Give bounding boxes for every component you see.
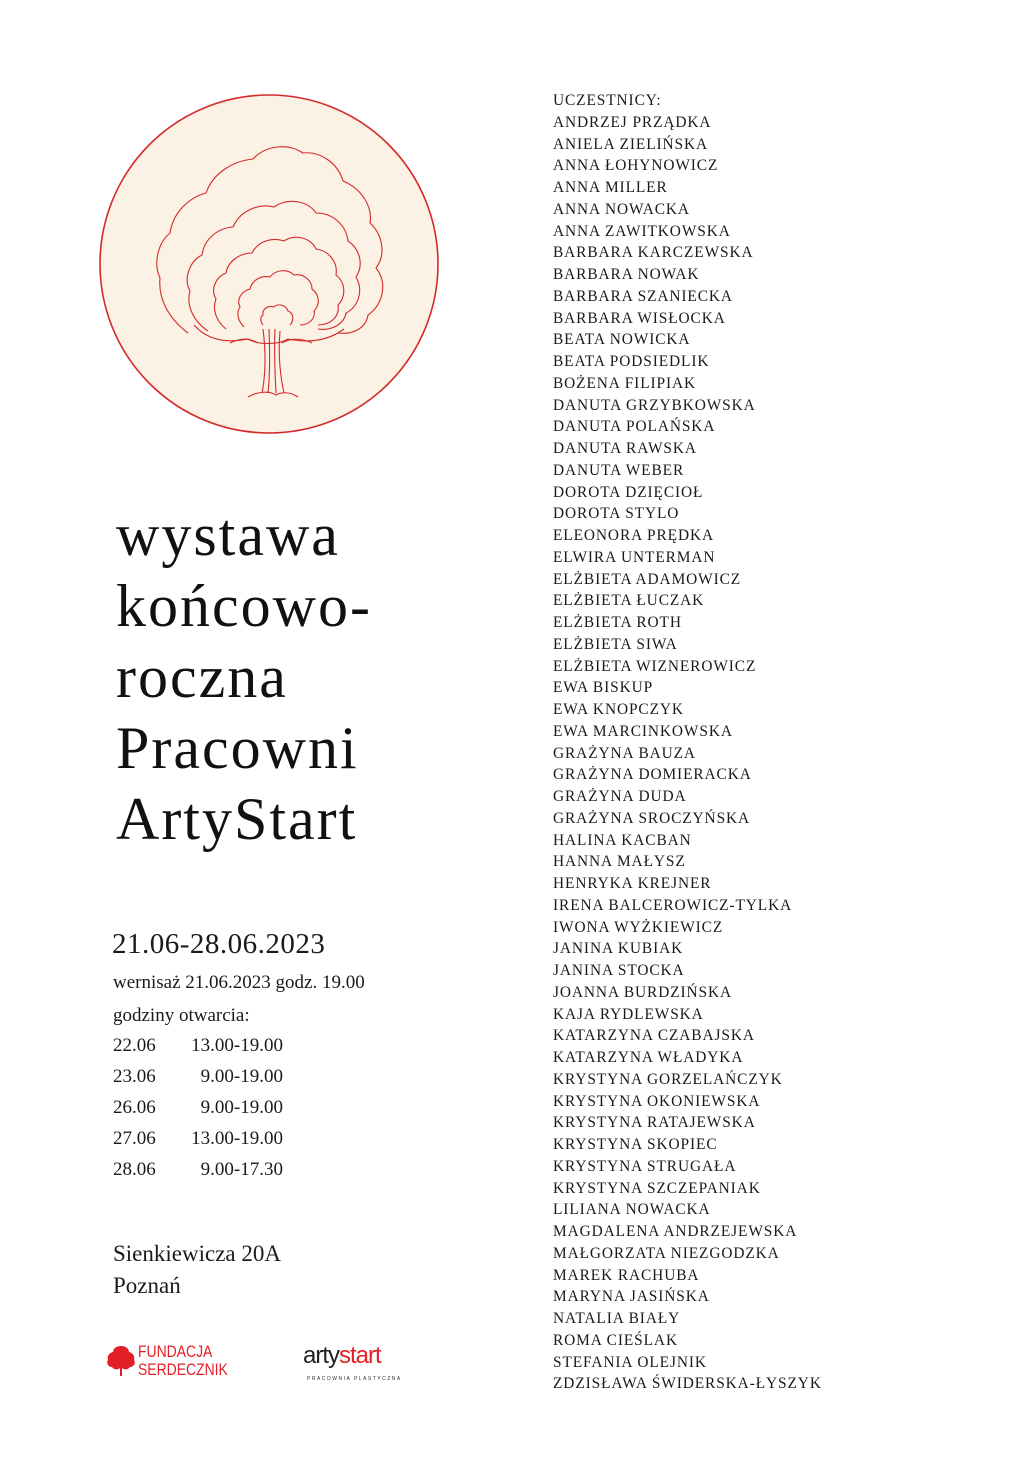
participants-heading: UCZESTNICY: (553, 92, 662, 109)
red-tree-icon (106, 1344, 136, 1378)
artystart-logo (303, 1342, 402, 1386)
participant-name: IRENA BALCEROWICZ-TYLKA (553, 896, 793, 914)
participant-name: DOROTA DZIĘCIOŁ (553, 483, 704, 501)
participant-name: ELEONORA PRĘDKA (553, 527, 714, 544)
participant-name: ELŻBIETA SIWA (553, 635, 678, 653)
participant-name: BARBARA KARCZEWSKA (553, 244, 754, 262)
start-text: start (339, 1342, 381, 1369)
participant-name: BEATA NOWICKA (553, 331, 691, 349)
participant-name: ZDZISŁAWA ŚWIDERSKA-ŁYSZYK (553, 1375, 822, 1393)
participant-name: ANNA NOWACKA (553, 200, 690, 218)
participants-list (553, 90, 822, 1395)
opening-hours-row (113, 1158, 293, 1189)
participant-name: HANNA MAŁYSZ (553, 853, 686, 871)
hours-time: 13.00-19.00 (191, 1128, 283, 1149)
title-line-5: ArtyStart (116, 786, 358, 852)
participant-name: ELŻBIETA WIZNEROWICZ (553, 657, 757, 675)
participant-name: ELWIRA UNTERMAN (553, 548, 716, 566)
participant-name: BARBARA WISŁOCKA (553, 309, 726, 327)
serdecznik-text: SERDECZNIK (138, 1360, 228, 1379)
opening-hours-label: godziny otwarcia: (113, 1005, 250, 1026)
participant-name: DOROTA STYLO (553, 505, 680, 523)
participant-name: JANINA STOCKA (553, 962, 685, 979)
participant-name: GRAŻYNA DOMIERACKA (553, 766, 752, 784)
participant-name: KRYSTYNA SKOPIEC (553, 1136, 718, 1153)
participant-name: KRYSTYNA OKONIEWSKA (553, 1092, 761, 1110)
participant-name: ELŻBIETA ŁUCZAK (553, 592, 705, 610)
participant-name: BOŻENA FILIPIAK (553, 374, 697, 392)
participant-name: KATARZYNA WŁADYKA (553, 1049, 744, 1066)
participant-name: BARBARA NOWAK (553, 266, 700, 283)
hours-day: 28.06 (113, 1159, 156, 1180)
participant-name: STEFANIA OLEJNIK (553, 1353, 707, 1371)
participant-name: JANINA KUBIAK (553, 940, 684, 958)
participant-name: KATARZYNA CZABAJSKA (553, 1027, 755, 1045)
opening-hours-row (113, 1034, 293, 1065)
fundacja-text: FUNDACJA (138, 1342, 213, 1361)
participant-name: EWA KNOPCZYK (553, 701, 684, 718)
participant-name: EWA BISKUP (553, 679, 654, 697)
participant-name: HENRYKA KREJNER (553, 875, 712, 892)
participant-name: JOANNA BURDZIŃSKA (553, 983, 733, 1001)
hours-time: 13.00-19.00 (191, 1035, 283, 1056)
title-line-2: końcowo- (116, 573, 372, 639)
participant-name: HALINA KACBAN (553, 831, 692, 849)
tree-logo-emblem (98, 93, 440, 435)
participant-name: GRAŻYNA BAUZA (553, 744, 696, 762)
participant-name: ANDRZEJ PRZĄDKA (553, 113, 712, 131)
hours-time: 9.00-17.30 (200, 1159, 283, 1180)
participant-name: ANNA MILLER (553, 179, 668, 196)
opening-hours-row (113, 1065, 293, 1096)
hours-day: 26.06 (113, 1097, 156, 1118)
participant-name: KRYSTYNA STRUGAŁA (553, 1157, 737, 1175)
title-line-4: Pracowni (116, 715, 359, 781)
exhibition-dates: 21.06-28.06.2023 (112, 928, 326, 960)
fundacja-serdecznik-logo (106, 1342, 234, 1382)
arty-text: arty (303, 1342, 340, 1369)
participant-name: BEATA PODSIEDLIK (553, 353, 710, 370)
participant-name: DANUTA WEBER (553, 461, 685, 479)
participant-name: ANIELA ZIELIŃSKA (553, 135, 709, 153)
participant-name: KRYSTYNA RATAJEWSKA (553, 1114, 756, 1132)
opening-hours-row (113, 1127, 293, 1158)
hours-time: 9.00-19.00 (200, 1097, 283, 1118)
participant-name: DANUTA POLAŃSKA (553, 418, 716, 436)
venue-address (113, 1238, 281, 1302)
participant-name: GRAŻYNA SROCZYŃSKA (553, 809, 751, 827)
address-street: Sienkiewicza 20A (113, 1241, 281, 1266)
exhibition-title (116, 500, 372, 855)
participant-name: KAJA RYDLEWSKA (553, 1005, 704, 1023)
participant-name: ELŻBIETA ADAMOWICZ (553, 570, 742, 588)
participant-name: EWA MARCINKOWSKA (553, 722, 733, 740)
hours-day: 23.06 (113, 1066, 156, 1087)
vernissage-info: wernisaż 21.06.2023 godz. 19.00 (113, 972, 365, 993)
title-line-3: roczna (116, 644, 288, 710)
participant-name: MARYNA JASIŃSKA (553, 1288, 710, 1306)
participant-name: MAREK RACHUBA (553, 1266, 700, 1284)
participant-name: MAŁGORZATA NIEZGODZKA (553, 1244, 780, 1262)
participant-name: ELŻBIETA ROTH (553, 614, 682, 631)
hours-time: 9.00-19.00 (200, 1066, 283, 1087)
participant-name: ANNA ZAWITKOWSKA (553, 222, 731, 240)
participant-name: MAGDALENA ANDRZEJEWSKA (553, 1223, 798, 1240)
participant-name: NATALIA BIAŁY (553, 1310, 681, 1327)
participant-name: BARBARA SZANIECKA (553, 287, 733, 305)
participant-name: LILIANA NOWACKA (553, 1201, 711, 1219)
address-city: Poznań (113, 1273, 181, 1298)
hours-day: 22.06 (113, 1035, 156, 1056)
artystart-subtitle: PRACOWNIA PLASTYCZNA (307, 1376, 402, 1382)
participant-name: ANNA ŁOHYNOWICZ (553, 157, 719, 175)
title-line-1: wystawa (116, 502, 340, 568)
participant-name: KRYSTYNA SZCZEPANIAK (553, 1179, 761, 1197)
opening-hours-list (113, 1034, 293, 1189)
participant-name: KRYSTYNA GORZELAŃCZYK (553, 1070, 783, 1088)
participant-name: DANUTA RAWSKA (553, 440, 697, 457)
participant-name: IWONA WYŻKIEWICZ (553, 918, 724, 936)
participant-name: ROMA CIEŚLAK (553, 1331, 678, 1349)
opening-hours-row (113, 1096, 293, 1127)
participant-name: DANUTA GRZYBKOWSKA (553, 396, 756, 414)
participant-name: GRAŻYNA DUDA (553, 788, 687, 805)
tree-icon (98, 93, 440, 435)
hours-day: 27.06 (113, 1128, 156, 1149)
